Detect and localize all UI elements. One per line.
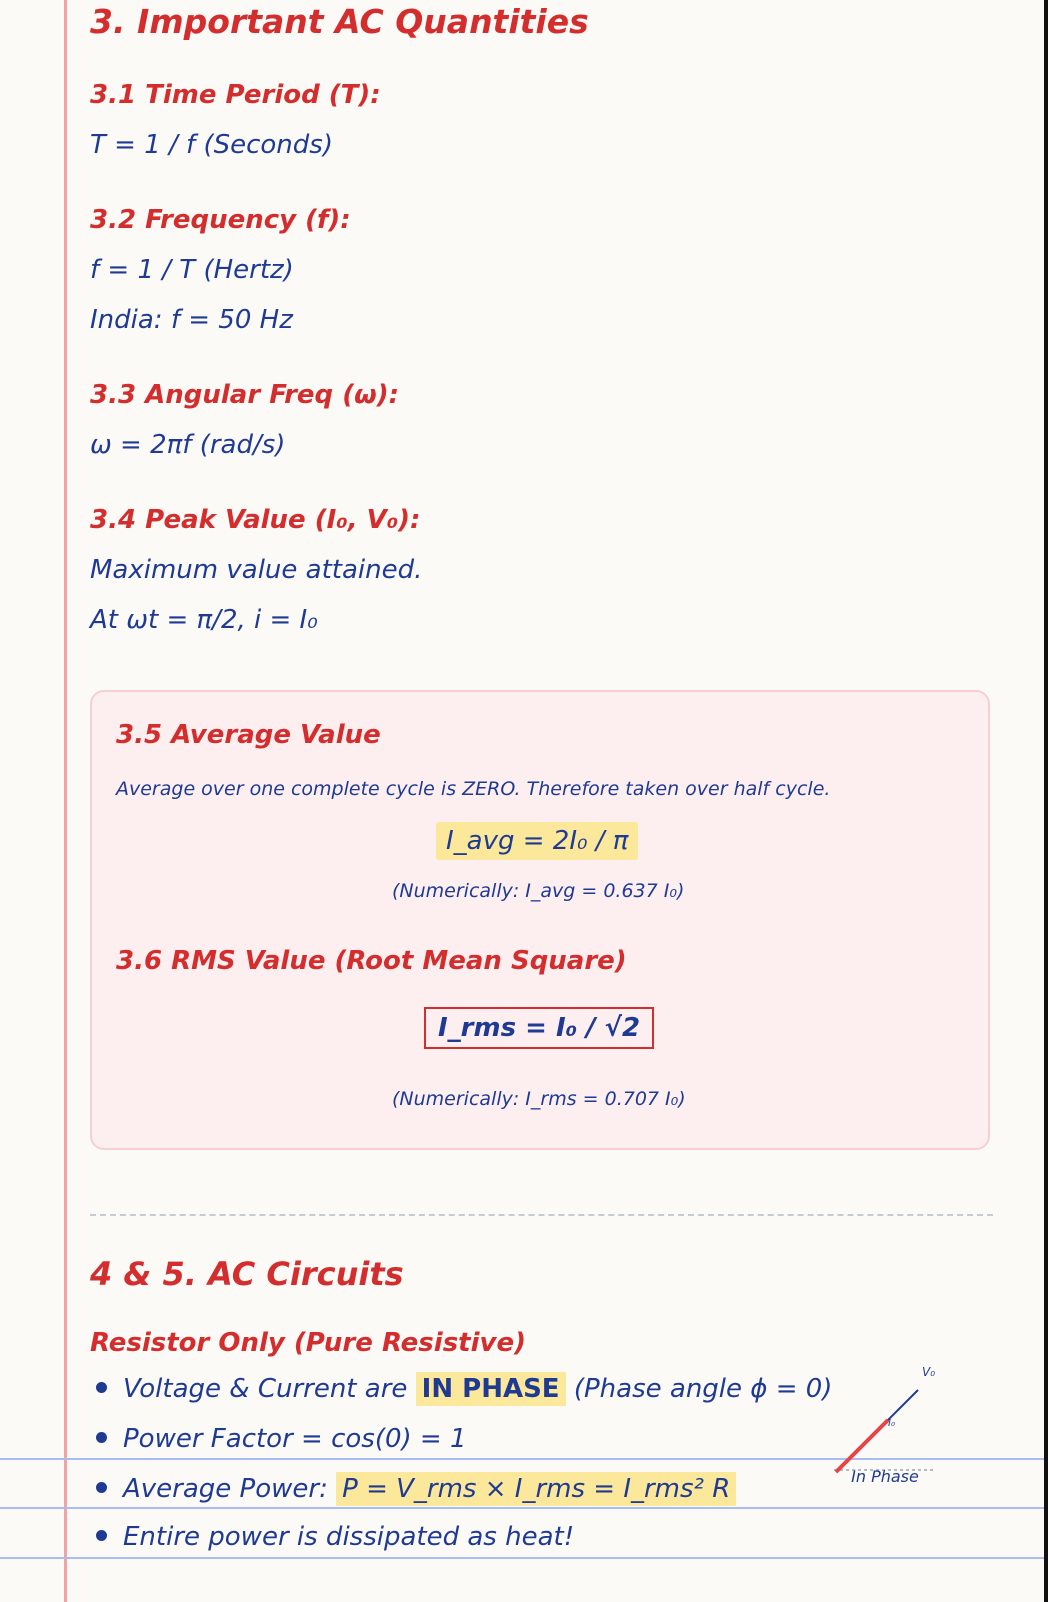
angular-freq-formula: ω = 2πf (rad/s): [90, 430, 286, 460]
average-rms-card: [90, 690, 990, 1150]
section-3-title: 3. Important AC Quantities: [90, 2, 589, 41]
current-label: I₀: [888, 1418, 895, 1429]
phasor-caption: In Phase: [851, 1467, 919, 1486]
average-value-heading: 3.5 Average Value: [116, 720, 381, 750]
power-formula-highlight: P = V_rms × I_rms = I_rms² R: [336, 1472, 736, 1506]
angular-freq-heading: 3.3 Angular Freq (ω):: [90, 380, 399, 410]
in-phase-highlight: IN PHASE: [416, 1372, 566, 1406]
peak-value-line-2: At ωt = π/2, i = I₀: [90, 605, 318, 635]
average-value-text: Average over one complete cycle is ZERO. Therefore taken over half cycle.: [116, 778, 831, 800]
section-45-title: 4 & 5. AC Circuits: [90, 1255, 404, 1293]
resistor-heading: Resistor Only (Pure Resistive): [90, 1328, 526, 1358]
bullet-text: (Phase angle ϕ = 0): [565, 1374, 833, 1404]
time-period-formula: T = 1 / f (Seconds): [90, 130, 333, 160]
voltage-label: V₀: [922, 1365, 936, 1379]
section-divider: [90, 1214, 993, 1216]
page-edge: [1044, 0, 1048, 1602]
current-phasor: [836, 1420, 888, 1472]
bullet-dot: [96, 1530, 107, 1541]
bullet-text: Entire power is dissipated as heat!: [123, 1522, 575, 1552]
rms-value-heading: 3.6 RMS Value (Root Mean Square): [116, 946, 627, 976]
bullet-text: Average Power:: [123, 1474, 337, 1504]
bullet-dot: [96, 1382, 107, 1393]
frequency-formula: f = 1 / T (Hertz): [90, 255, 294, 285]
bullet-text: Power Factor = cos(0) = 1: [123, 1424, 467, 1454]
frequency-india-note: India: f = 50 Hz: [90, 305, 293, 335]
average-formula: I_avg = 2I₀ / π: [436, 822, 638, 860]
peak-value-line-1: Maximum value attained.: [90, 555, 423, 585]
bullet-dot: [96, 1482, 107, 1493]
ruled-line: [0, 1557, 1044, 1559]
peak-value-heading: 3.4 Peak Value (I₀, V₀):: [90, 505, 421, 535]
bullet-dot: [96, 1432, 107, 1443]
average-numeric-note: (Numerically: I_avg = 0.637 I₀): [392, 880, 685, 902]
bullet-text: Voltage & Current are: [123, 1374, 416, 1404]
ruled-line: [0, 1507, 1044, 1509]
list-item: [90, 1522, 574, 1552]
rms-formula: I_rms = I₀ / √2: [424, 1007, 654, 1049]
frequency-heading: 3.2 Frequency (f):: [90, 205, 351, 235]
list-item: [90, 1474, 736, 1504]
notebook-margin-line: [64, 0, 67, 1602]
rms-numeric-note: (Numerically: I_rms = 0.707 I₀): [392, 1088, 686, 1110]
list-item: [90, 1374, 832, 1404]
time-period-heading: 3.1 Time Period (T):: [90, 80, 381, 110]
list-item: [90, 1424, 467, 1454]
